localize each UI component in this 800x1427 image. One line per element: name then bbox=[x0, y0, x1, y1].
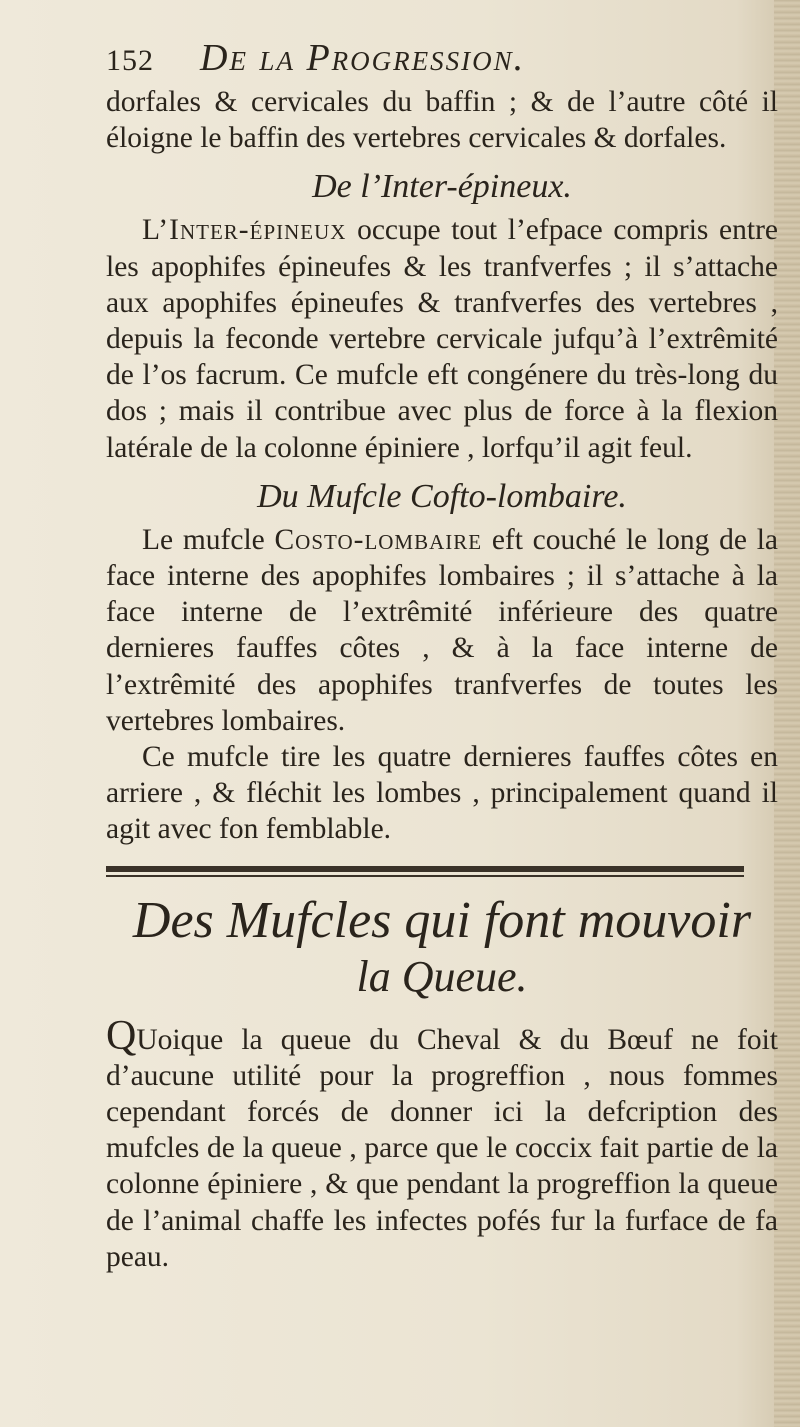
paragraph-text: eft couché le long de la face interne des apophifes lombaires ; il s’attache à la face interne de l’extrêmité inférieure des quatre dernieres fauffes côtes , & à la face interne de l’extrêmité des apophifes tranfverfes de toutes les vertebres lombaires. bbox=[106, 523, 778, 737]
heading-costo-lombaire: Du Mufcle Cofto-lombaire. bbox=[257, 477, 627, 515]
text-block bbox=[106, 36, 778, 1275]
section-divider bbox=[106, 866, 744, 877]
paragraph-text: occupe tout l’efpace compris entre les apophifes épineufes & les tranfverfes ; il s’attache aux apophifes épineufes & tranfverfes des vertebres , depuis la feconde vertebre cervicale jufqu’à l’extrêmité de l’os facrum. Ce mufcle eft congénere du très-long du dos ; mais il contribue avec plus de force à la flexion latérale de la colonne épiniere , lorfqu’il agit feul. bbox=[106, 214, 778, 464]
divider-thick bbox=[106, 866, 744, 872]
page-number: 152 bbox=[106, 44, 154, 77]
paragraph-continuation: dorfales & cervicales du baffin ; & de l’autre côté il éloigne le baffin des vertebres cervicales & dorfales. bbox=[106, 86, 778, 155]
divider-thin bbox=[106, 875, 744, 877]
paragraph-text-start: Le mufcle bbox=[142, 523, 275, 556]
heading-inter-epineux: De l’Inter-épineux. bbox=[312, 168, 572, 206]
running-title: De la Progression. bbox=[200, 37, 526, 79]
chapter-heading-line2: la Queue. bbox=[356, 951, 528, 1001]
paragraph-inter-epineux bbox=[106, 212, 778, 465]
paragraph-costo-lombaire bbox=[106, 522, 778, 739]
paragraph-queue bbox=[106, 1012, 778, 1275]
lead-term: L’Inter-épineux bbox=[142, 214, 347, 247]
running-head bbox=[106, 36, 778, 84]
drop-cap: Q bbox=[106, 1012, 137, 1059]
paragraph-text: Uoique la queue du Cheval & du Bœuf ne foit d’aucune utilité pour la progreffion , nous fommes cependant forcés de donner ici la defcription des mufcles de la queue , parce que le coccix fait partie de la colonne épiniere , & que pendant la progreffion la queue de l’animal chaffe les infectes pofés fur la furface de fa peau. bbox=[106, 1023, 778, 1273]
lead-term: Costo-lombaire bbox=[274, 523, 483, 556]
chapter-heading: Des Mufcles qui font mouvoir bbox=[132, 891, 752, 949]
paragraph-action: Ce mufcle tire les quatre dernieres fauffes côtes en arriere , & fléchit les lombes , principalement quand il agit avec fon femblable. bbox=[106, 741, 778, 846]
